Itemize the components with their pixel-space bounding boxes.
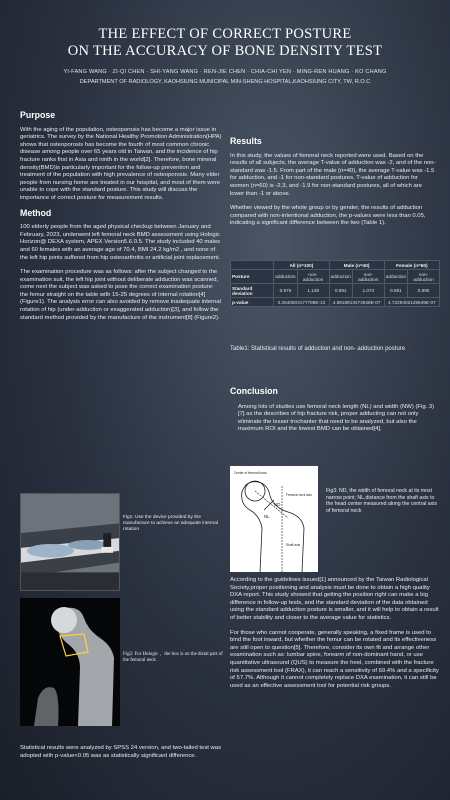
- fig3-label-nd: ND: [274, 502, 281, 507]
- table-caption: Table1: Statistical results of adduction and non- adduction posture: [230, 346, 406, 352]
- table-subheader: non-adduction: [408, 270, 440, 284]
- purpose-text: With the aging of the population, osteoporosis has become a major issue in geriatrics. The survey by the National Healthy Promotion Administration(HPA) shows that osteoporosis has become the fourth of most common chronic disease among people over 65 years old in Taiwan, and the incidence of hip fracture ranks first in Asia and ninth in the world[2]. Therefore, bone mineral density(BMD)is particularly important for the follow-up prevention and treatment of the population with high prevalence of osteoporosis. Many elder people from nursing home are treated in our hospital, and most of them were unable to cope with the standard posture. This study will discuss the importance of correct posture for measurement results.: [20, 126, 222, 201]
- table-posture-label: Posture: [231, 270, 274, 284]
- fig3-label-neck-axis: Femoral neck axis: [286, 493, 312, 497]
- table-cell: 0.851: [384, 284, 407, 298]
- method-paragraph-2: The examination procedure was as follows: after the subject changed to the examination suit, the left hip joint without deliberate adduction was scanned, come next the subject was asked to pose the correct examination posture: the femur straight on the table with 15-25 degrees of internal rotation[4] (Figure1). The analysis error can also avoided by remove inadequate internal rotation of hip (under-adduction or exaggerated adduction)[3], and follow the standard method provided by the manufacture of the instrument[8] (Figure2).: [20, 269, 221, 321]
- poster-title-line2: ON THE ACCURACY OF BONE DENSITY TEST: [67, 43, 383, 59]
- figure-2-dexa-scan: [20, 598, 120, 726]
- author-list: YI-FANG WANG · ZI-QI CHEN · SHI-YANG WANG · REN-JIE CHEN · CHIA-CHI YEN · MING-REN HUANG · KO CHANG: [63, 69, 387, 75]
- table-cell: 4.8818813473948E-07: [329, 298, 384, 307]
- left-column: [20, 112, 222, 329]
- figure-1-caption: Fig1: Use the device provided by the manufacture to achieve an adequate internal rotation: [123, 515, 218, 533]
- results-paragraph-1: In this study, the values of femoral neck reported were used. Based on the results of all subjects, the average T-value of adduction was -2, and of the non-standard was -1.5. From part of the male (n=40), the average T-value was -1.5 for adduction, and -1 for non-standard postures. T-value of adduction for women (n=60) is -2.3, and -1.9 for non-standard postures, all of which are lower than -1 or above.: [230, 152, 436, 197]
- table-subheader: non-adduction: [352, 270, 384, 284]
- table-group-male: Male (n=40): [329, 261, 384, 270]
- table-subheader: adduction: [384, 270, 407, 284]
- table-cell: 0.976: [274, 284, 297, 298]
- table-row-label: Standard deviation: [231, 284, 274, 298]
- table-cell: 3.2540503177788E-13: [274, 298, 329, 307]
- table-row: [231, 298, 440, 307]
- table-group-all: All (n=100): [274, 261, 329, 270]
- table-subheader: adduction: [274, 270, 297, 284]
- table-subheader: non-adduction: [297, 270, 329, 284]
- conclusion-heading: Conclusion: [230, 386, 278, 396]
- purpose-heading: Purpose: [20, 110, 56, 120]
- table-cell: 0.891: [329, 284, 352, 298]
- table-subheader: adduction: [329, 270, 352, 284]
- poster-header: [0, 0, 450, 108]
- results-table: [230, 260, 440, 307]
- fig3-label-nl: NL: [264, 514, 270, 519]
- fig3-label-head-center: Center of femoral head: [234, 471, 267, 475]
- figure-1-patient-positioning: [20, 493, 120, 591]
- poster-title-line1: THE EFFECT OF CORRECT POSTURE: [98, 26, 352, 42]
- figure-3-femoral-diagram: [230, 466, 318, 572]
- table-subheader-row: [231, 270, 440, 284]
- discussion-paragraph-1: According to the guidelines issued[1] announced by the Taiwan Radiological Society,proper positioning and analysis must be done to obtain a high quality DXA report. This study showed that getting the position right can make a big difference in follow-up tests, and the standard deviation of the data obtained using the standard adduction posture is smaller, and it will help to obtain a result of better stability and closer to the average value for statistics.: [230, 577, 439, 621]
- method-paragraph-1: 100 elderly people from the aged physical checkup between January and February, 2023, underwent left femoral neck BMD assessment using Hologic Horizon@ DEXA system, APEX Version5.6.0.5. The study included 40 males and 60 females with an average age of 70.4, BMI 24.2 kg/m2 , and none of the left hip joints suffered from hip osteoarthritis or artificial joint replacement.: [20, 224, 221, 261]
- table-cell: 4.7229402129649E-07: [384, 298, 439, 307]
- figure-3-caption: Fig3: ND, the width of femoral neck at its most narrow point; NL,distance from the shaft axis to the head center measured along the central axis of femoral neck: [326, 488, 438, 514]
- results-heading: Results: [230, 136, 262, 146]
- discussion-paragraph-2: For those who cannot cooperate, generally speaking, a fixed frame is used to bind the foot inward, but whether the femur can be rotated and its effectiveness are still open to question[5]. Therefore, consider its own fit and arrange other examination such as: lumbar spine, forearm of non-dominant hand, or use quantitative ultrasound (QUS) to measure the heel, combined with the fracture risk assessment tool (FRAX), it can reach a sensitivity of 69.4% and a specificity of 57.7%. Although it cannot completely replace DXA examination, it can still be used as an effective assessment tool for potential risk groups.: [230, 629, 439, 689]
- method-heading: Method: [20, 207, 52, 218]
- table-group-header-row: [231, 261, 440, 270]
- conclusion-section: [230, 388, 436, 441]
- table-cell: 0.890: [408, 284, 440, 298]
- table-cell: 1.074: [352, 284, 384, 298]
- conclusion-text: Among lots of studies use femoral neck length (NL) and width (NW) (Fig. 3) [7] as the describes of hip fracture risk, proper adducting can not only eliminate the lesser trochanter that need to be analyzed, but also the maximum ROI and the lowest BMD can be obtained[4].: [238, 403, 435, 433]
- statistics-text: Statistical results were analyzed by SPSS 24 version, and two-tailed test was adopted with p-value<0.05 was as statistically significant difference.: [20, 745, 222, 759]
- table-cell: 1.128: [297, 284, 329, 298]
- fig3-label-shaft-axis: Shaft axis: [286, 543, 300, 547]
- right-column: [230, 138, 436, 235]
- table-row: [231, 284, 440, 298]
- table-row-label: p-value: [231, 298, 274, 307]
- table-group-female: Female (n=60): [384, 261, 439, 270]
- table-corner: [231, 261, 274, 270]
- figure-2-caption: Fig2: For Hologic ，the box is on the distal part of the femoral neck: [123, 652, 223, 664]
- results-paragraph-2: Whether viewed by the whole group or by gender, the results of adduction compared with non-intentional adduction, the p-values were less than 0.05, indicating a significant difference between the two (Table 1).: [230, 205, 426, 227]
- discussion-section: [230, 577, 440, 697]
- department-affiliation: DEPARTMENT OF RADIOLOGY, KAOHSIUNG MUNICIPAL MIN-SHENG HOSPITAL,KAOHSIUNG CITY, TW, R.O.C: [79, 79, 371, 85]
